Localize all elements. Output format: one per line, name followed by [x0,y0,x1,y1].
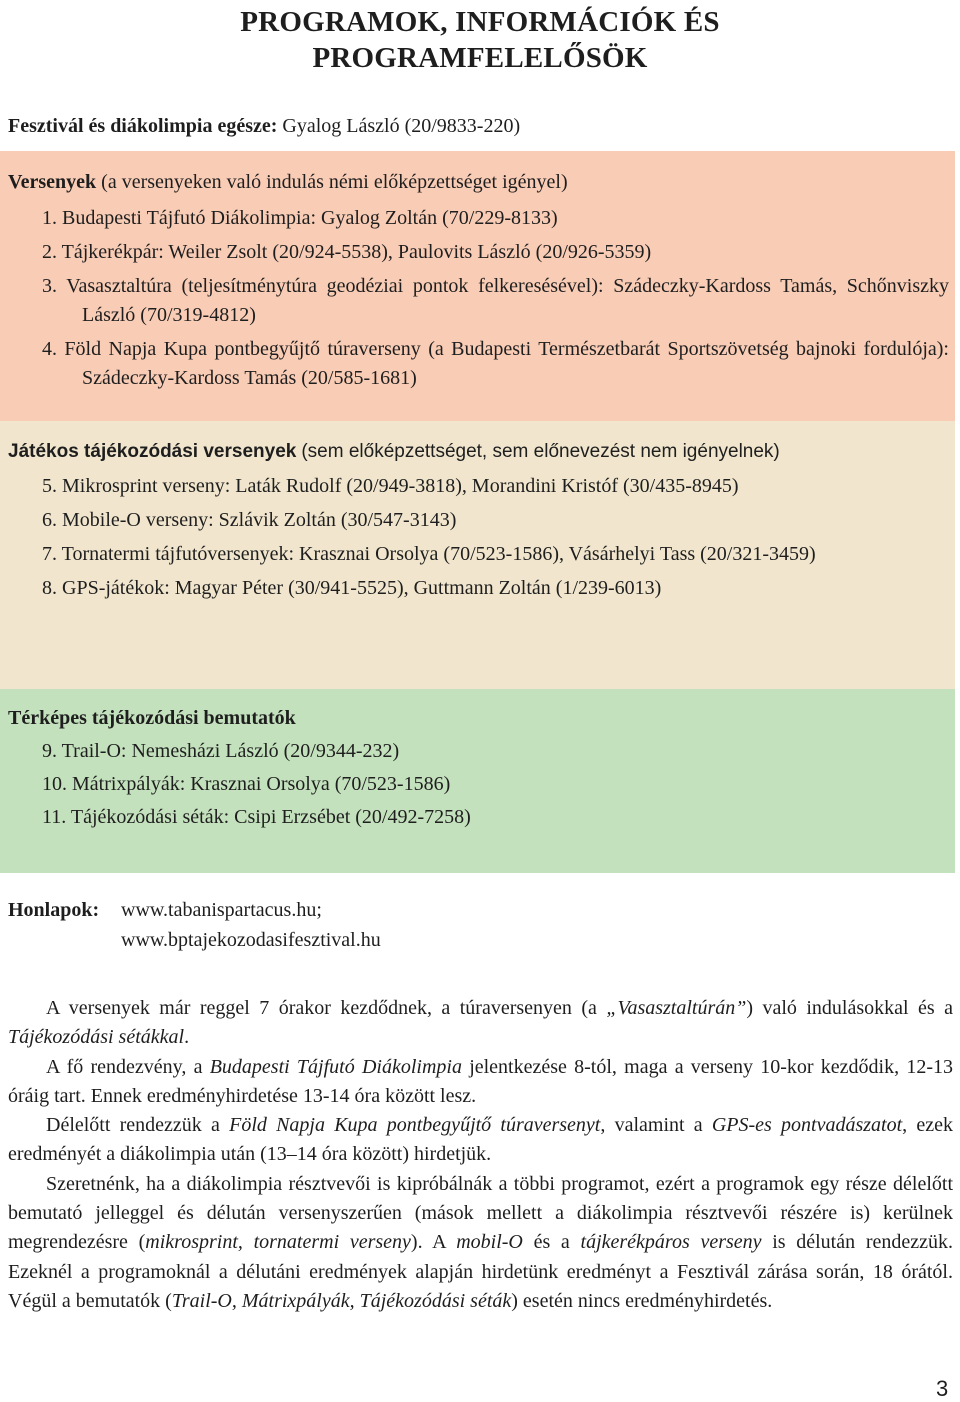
competitions-header [8,170,568,194]
text-run: A versenyek már reggel 7 órakor kezdődnek, a túraversenyen (a [46,997,607,1019]
paragraph-2 [8,1053,953,1112]
list-item: 6. Mobile-O verseny: Szlávik Zoltán (30/547-3143) [42,509,457,531]
paragraph-4 [8,1170,953,1316]
games-list [0,472,955,608]
info-paragraphs [8,994,953,1316]
text-run: Szeretnénk, ha a diákolimpia résztvevői is kipróbálnák a többi programot, ezért a programok egy része délelőtt bemutató jelleggel és délután versenyszerűen (mások mellett a diákolimpia résztvevői részére is) kerülnek megrendezésre ( [8,1172,953,1254]
competitions-label: Versenyek [8,171,97,193]
organizer-value: Gyalog László (20/9833-220) [282,115,521,137]
games-note: (sem előképzettséget, sem előnevezést nem igényelnek) [301,441,780,462]
list-item: 3. Vasasztaltúra (teljesítménytúra geodéziai pontok felkeresésével): Szádeczky-Kardoss Tamás, Schőnviszky László (70/319-4812) [42,275,949,326]
title-line-1: PROGRAMOK, INFORMÁCIÓK ÉS [240,6,720,38]
text-run: ) való indulásokkal és a [746,997,954,1019]
list-item: 1. Budapesti Tájfutó Diákolimpia: Gyalog Zoltán (70/229-8133) [42,207,558,229]
text-run: A fő rendezvény, a [46,1055,210,1078]
text-run: . [184,1026,190,1049]
list-item: 11. Tájékozódási séták: Csipi Erzsébet (20/492-7258) [42,806,471,828]
demos-header [8,706,296,730]
organizer-label: Fesztivál és diákolimpia egésze: [8,115,278,137]
list-item: 9. Trail-O: Nemesházi László (20/9344-232) [42,740,400,762]
games-section [0,421,955,689]
italic-run: GPS-es pontvadászatot [711,1114,903,1137]
italic-run: mobil-O [456,1231,523,1254]
games-label: Játékos tájékozódási versenyek [8,441,297,462]
italic-run: tájkerékpáros verseny [580,1231,762,1254]
games-header [8,439,780,464]
text-run: és a [522,1231,581,1254]
italic-run: Tájékozódási sétákkal [8,1026,185,1049]
text-run: Délelőtt rendezzük a [46,1114,230,1137]
list-item: 7. Tornatermi tájfutóversenyek: Krasznai Orsolya (70/523-1586), Vásárhelyi Tass (20/321-3459) [42,543,816,565]
competitions-note: (a versenyeken való indulás némi előképzettséget igényel) [101,171,568,193]
competitions-section [0,151,955,421]
organizer-line [8,114,520,138]
italic-run: Trail-O, Mátrixpályák, Tájékozódási séták [171,1289,512,1312]
paragraph-3 [8,1111,953,1170]
paragraph-1 [8,994,953,1053]
italic-run: Föld Napja Kupa pontbegyűjtő túraversenyt [229,1114,601,1137]
italic-run: „Vasasztaltúrán” [606,997,747,1019]
competitions-list [0,204,955,398]
website-link-2[interactable]: www.bptajekozodasifesztival.hu [121,929,381,951]
text-run: ) esetén nincs eredményhirdetés. [511,1289,773,1312]
text-run: jelentkezése 8-tól, maga a verseny 10-kor kezdődik, 12-13 óráig tart. Ennek eredményhirdetése 13-14 óra között lesz. [8,1055,954,1107]
text-run: , ezek eredményét a diákolimpia után (13–14 óra között) hirdetjük. [8,1114,954,1166]
text-run: is délután rendezzük. Ezeknél a programoknál a délutáni eredmények alapján hirdetünk eredményt a Fesztivál zárása során, 18 órától. Végül a bemutatók ( [8,1231,953,1312]
list-item: 8. GPS-játékok: Magyar Péter (30/941-5525), Guttmann Zoltán (1/239-6013) [42,577,662,599]
list-item: 4. Föld Napja Kupa pontbegyűjtő túraverseny (a Budapesti Természetbarát Sportszövetség bajnoki fordulója): Szádeczky-Kardoss Tamás (20/585-1681) [42,338,949,389]
demos-label: Térképes tájékozódási bemutatók [8,707,296,729]
list-item: 10. Mátrixpályák: Krasznai Orsolya (70/523-1586) [42,773,451,795]
title-line-2: PROGRAMFELELŐSÖK [312,42,648,74]
demos-list [0,737,955,836]
websites-block [8,895,381,955]
italic-run: Budapesti Tájfutó Diákolimpia [209,1055,462,1078]
page-title [0,4,960,76]
text-run: , valamint a [600,1114,712,1137]
text-run: ). A [410,1231,457,1254]
page-number: 3 [936,1376,949,1401]
list-item: 2. Tájkerékpár: Weiler Zsolt (20/924-5538), Paulovits László (20/926-5359) [42,241,652,263]
italic-run: mikrosprint, tornatermi verseny [145,1231,411,1254]
websites-label: Honlapok: [8,899,100,921]
website-link-1[interactable]: www.tabanispartacus.hu; [121,899,322,921]
list-item: 5. Mikrosprint verseny: Laták Rudolf (20/949-3818), Morandini Kristóf (30/435-8945) [42,475,739,497]
demos-section [0,689,955,873]
